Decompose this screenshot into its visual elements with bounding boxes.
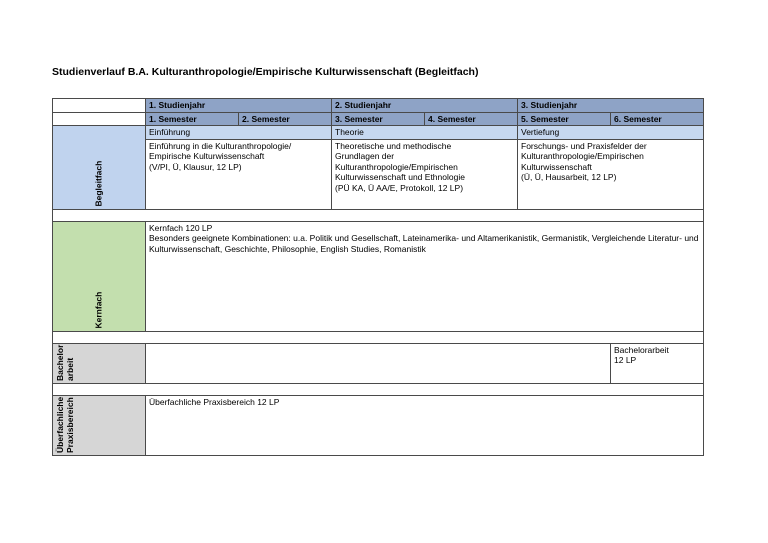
bachelorarbeit-label-cell <box>53 343 146 383</box>
kernfach-row <box>53 221 704 331</box>
bachelorarbeit-label-line-2: arbeit <box>64 357 75 381</box>
spacer-cell <box>53 209 704 221</box>
kernfach-label: Kernfach <box>93 291 104 329</box>
semester-header-row <box>53 112 704 126</box>
semester-header-6: 6. Semester <box>611 112 704 126</box>
corner-cell-2 <box>53 112 146 126</box>
year-header-row <box>53 99 704 113</box>
praxis-content: Überfachliche Praxisbereich 12 LP <box>146 395 704 455</box>
spacer-row-3 <box>53 383 704 395</box>
semester-header-4: 4. Semester <box>425 112 518 126</box>
bachelorarbeit-label <box>56 343 75 381</box>
begleitfach-row <box>53 139 704 209</box>
spacer-cell <box>53 383 704 395</box>
phase-vertiefung: Vertiefung <box>518 126 704 140</box>
module-vertiefung: Forschungs- und Praxisfelder der Kulturanthropologie/Empirischen Kulturwissenschaft (Ü, Ü, Hausarbeit, 12 LP) <box>518 139 704 209</box>
praxis-row <box>53 395 704 455</box>
module-theorie: Theoretische und methodische Grundlagen der Kulturanthropologie/Empirischen Kulturwissenschaft und Ethnologie (PÜ KA, Ü AA/E, Protokoll, 12 LP) <box>332 139 518 209</box>
praxis-label-line-1: Überfachliche <box>55 396 65 453</box>
spacer-row-2 <box>53 331 704 343</box>
year-header-3: 3. Studienjahr <box>518 99 704 113</box>
semester-header-2: 2. Semester <box>239 112 332 126</box>
study-plan-table <box>52 98 704 456</box>
module-einfuehrung: Einführung in die Kulturanthropologie/ Empirische Kulturwissenschaft (V/PI, Ü, Klausur, 12 LP) <box>146 139 332 209</box>
begleitfach-label-cell <box>53 126 146 210</box>
praxis-label-line-2: Praxisbereich <box>64 396 75 453</box>
semester-header-1: 1. Semester <box>146 112 239 126</box>
bachelorarbeit-label-line-1: Bachelor <box>55 344 65 381</box>
semester-header-3: 3. Semester <box>332 112 425 126</box>
phase-einfuehrung: Einführung <box>146 126 332 140</box>
spacer-row-1 <box>53 209 704 221</box>
spacer-cell <box>53 331 704 343</box>
praxis-label <box>56 395 75 453</box>
bachelorarbeit-row <box>53 343 704 383</box>
phase-row <box>53 126 704 140</box>
phase-theorie: Theorie <box>332 126 518 140</box>
kernfach-content: Kernfach 120 LP Besonders geeignete Kombinationen: u.a. Politik und Gesellschaft, Lateinamerika- und Altamerikanistik, Germanistik, Vergleichende Literatur- und Kulturwissenschaft, Geschichte, Philosophie, English Studies, Romanistik <box>146 221 704 331</box>
begleitfach-label: Begleitfach <box>93 160 104 207</box>
bachelorarbeit-empty <box>146 343 611 383</box>
page-title: Studienverlauf B.A. Kulturanthropologie/Empirische Kulturwissenschaft (Begleitfach) <box>52 66 479 78</box>
year-header-2: 2. Studienjahr <box>332 99 518 113</box>
praxis-label-cell <box>53 395 146 455</box>
year-header-1: 1. Studienjahr <box>146 99 332 113</box>
semester-header-5: 5. Semester <box>518 112 611 126</box>
corner-cell <box>53 99 146 113</box>
kernfach-label-cell <box>53 221 146 331</box>
bachelorarbeit-content: Bachelorarbeit 12 LP <box>611 343 704 383</box>
